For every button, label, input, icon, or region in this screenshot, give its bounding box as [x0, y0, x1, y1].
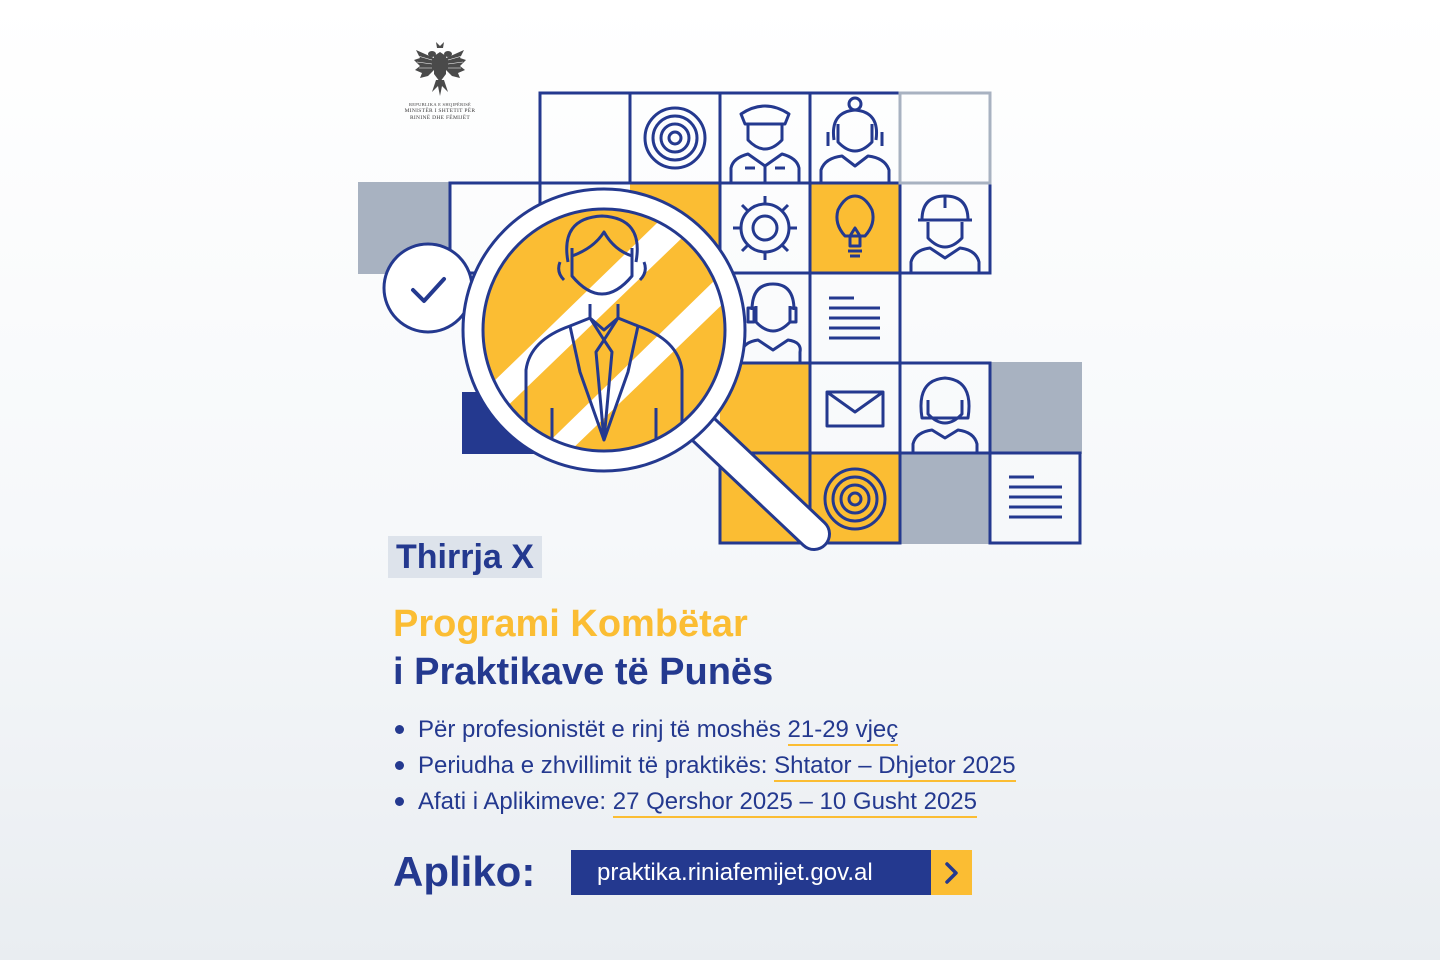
- deadline-value: 27 Qershor 2025 – 10 Gusht 2025: [613, 788, 977, 818]
- woman-bob-icon: [913, 378, 977, 453]
- apply-arrow-button[interactable]: [931, 850, 972, 895]
- woman-icon: [821, 98, 889, 183]
- period-label: Periudha e zhvillimit të praktikës:: [418, 752, 775, 779]
- envelope-icon: [827, 392, 883, 426]
- age-range: 21-29 vjeç: [788, 716, 899, 746]
- logo-line-3: RININË DHE FËMIJËT: [409, 114, 471, 121]
- list-item-age: [393, 712, 1016, 748]
- apply-url[interactable]: praktika.riniafemijet.gov.al: [571, 850, 931, 895]
- support-agent-icon: [741, 284, 800, 363]
- program-details-list: [393, 712, 1016, 820]
- logo-line-1: REPUBLIKA E SHQIPËRISË: [408, 102, 472, 107]
- gear-icon: [733, 196, 797, 260]
- police-officer-icon: [731, 106, 799, 183]
- construction-worker-icon: [911, 196, 979, 273]
- list-item-deadline: [393, 784, 1016, 820]
- check-badge: [384, 244, 472, 332]
- program-title-line-1: Programi Kombëtar: [393, 603, 748, 645]
- grey-tile: [900, 452, 990, 544]
- call-badge: Thirrja X: [388, 536, 542, 578]
- grey-tile: [990, 362, 1082, 454]
- target-icon: [645, 108, 705, 168]
- apply-link-button[interactable]: [571, 850, 972, 895]
- logo-line-2: MINISTËR I SHTETIT PËR: [404, 107, 476, 114]
- program-title-line-2: i Praktikave të Punës: [393, 651, 774, 693]
- document-icon: [829, 298, 880, 338]
- deadline-label: Afati i Aplikimeve:: [418, 788, 613, 815]
- document-icon: [1009, 477, 1062, 517]
- chevron-right-icon: [944, 861, 960, 885]
- period-value: Shtator – Dhjetor 2025: [774, 752, 1016, 782]
- apply-label: Apliko:: [393, 848, 536, 895]
- age-label: Për profesionistët e rinj të moshës: [418, 716, 788, 743]
- list-item-period: [393, 748, 1016, 784]
